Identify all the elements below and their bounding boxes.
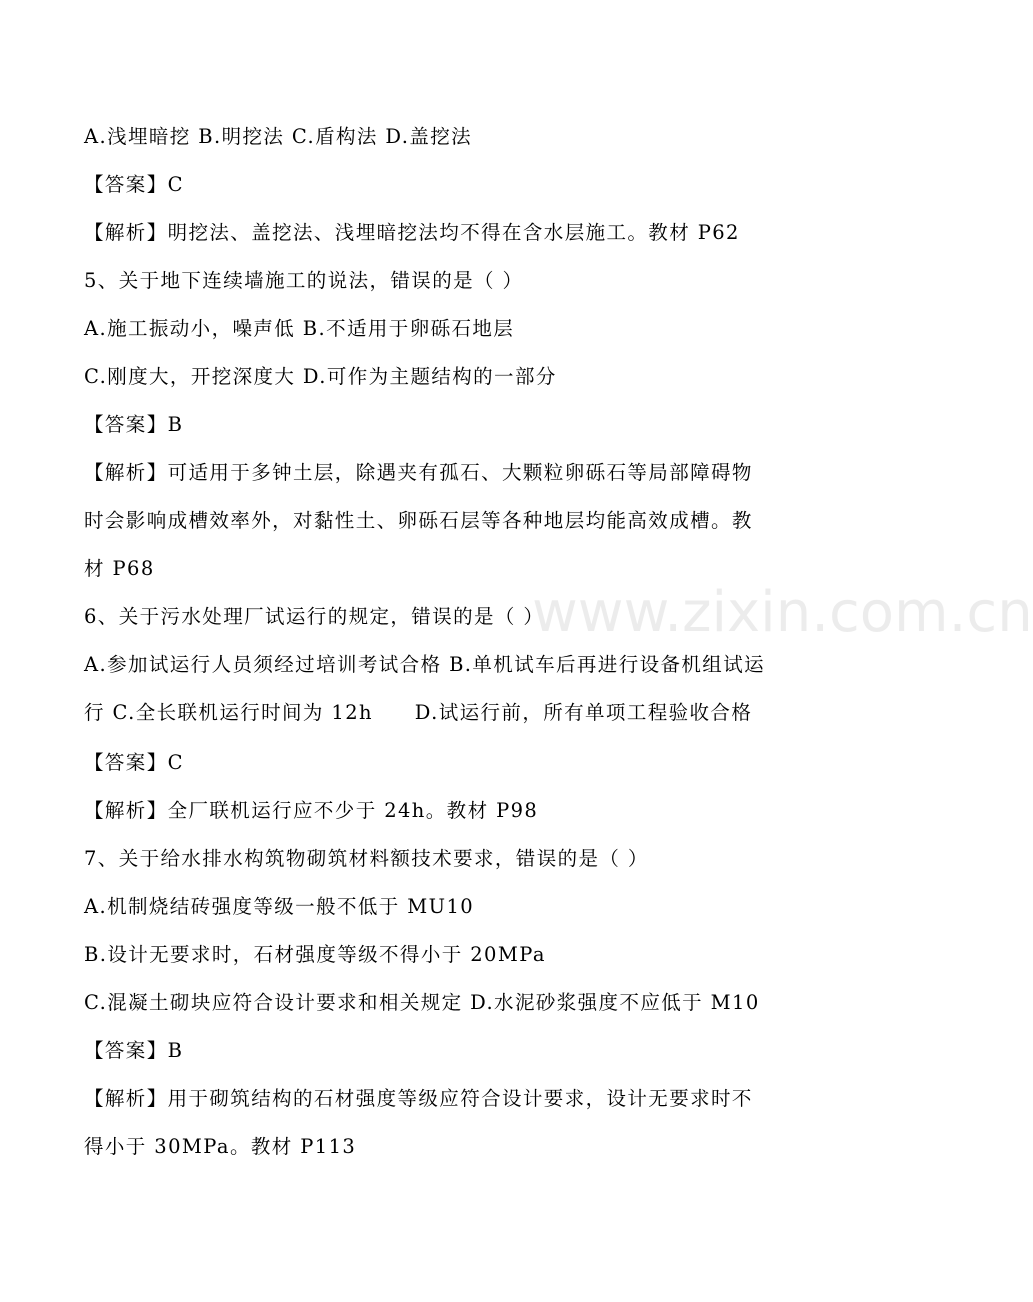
q4-answer: 【答案】C: [84, 173, 184, 196]
q7-options-cd: C.混凝土砌块应符合设计要求和相关规定 D.水泥砂浆强度不应低于 M10: [84, 991, 760, 1014]
q7-answer: 【答案】B: [84, 1039, 184, 1062]
q7-question: 7、关于给水排水构筑物砌筑材料额技术要求，错误的是（ ）: [84, 847, 649, 870]
q5-question: 5、关于地下连续墙施工的说法，错误的是（ ）: [84, 269, 524, 292]
q4-analysis: 【解析】明挖法、盖挖法、浅埋暗挖法均不得在含水层施工。教材 P62: [84, 221, 740, 244]
q5-analysis-line2: 时会影响成槽效率外，对黏性土、卵砾石层等各种地层均能高效成槽。教: [84, 509, 753, 532]
q5-options-cd: C.刚度大，开挖深度大 D.可作为主题结构的一部分: [84, 365, 557, 388]
watermark: www.zixin.com.cn: [532, 580, 1033, 645]
q6-options-line2: 行 C.全长联机运行时间为 12h D.试运行前，所有单项工程验收合格: [84, 701, 753, 724]
q5-options-ab: A.施工振动小，噪声低 B.不适用于卵砾石地层: [84, 317, 515, 340]
q5-analysis-line3: 材 P68: [84, 557, 155, 580]
q6-question: 6、关于污水处理厂试运行的规定，错误的是（ ）: [84, 605, 545, 628]
q4-options: A.浅埋暗挖 B.明挖法 C.盾构法 D.盖挖法: [84, 125, 473, 148]
q6-options-line1: A.参加试运行人员须经过培训考试合格 B.单机试车后再进行设备机组试运: [84, 653, 766, 676]
q7-analysis-line1: 【解析】用于砌筑结构的石材强度等级应符合设计要求，设计无要求时不: [84, 1087, 753, 1110]
q7-option-b: B.设计无要求时，石材强度等级不得小于 20MPa: [84, 943, 546, 966]
q5-answer: 【答案】B: [84, 413, 184, 436]
q7-analysis-line2: 得小于 30MPa。教材 P113: [84, 1135, 357, 1158]
q5-analysis-line1: 【解析】可适用于多钟土层，除遇夹有孤石、大颗粒卵砾石等局部障碍物: [84, 461, 753, 484]
q6-analysis: 【解析】全厂联机运行应不少于 24h。教材 P98: [84, 799, 539, 822]
q6-answer: 【答案】C: [84, 751, 184, 774]
q7-option-a: A.机制烧结砖强度等级一般不低于 MU10: [84, 895, 475, 918]
